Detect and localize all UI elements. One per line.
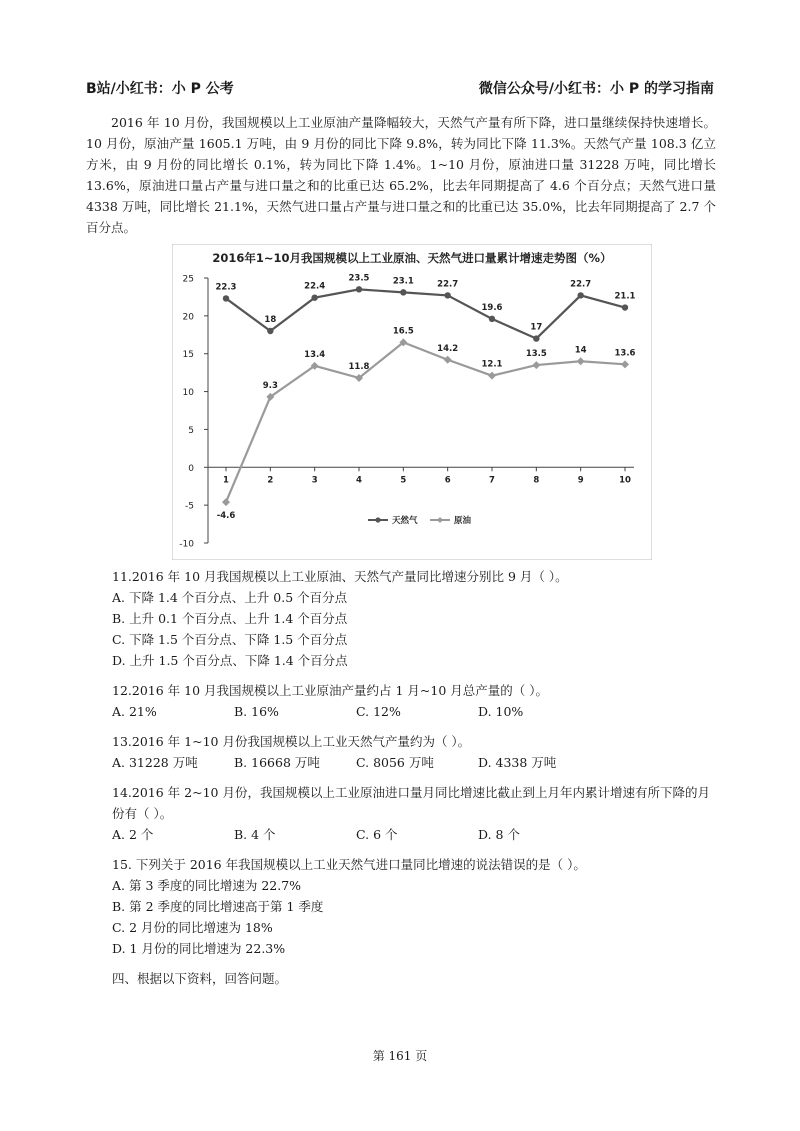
- x-tick-label: 6: [444, 475, 451, 486]
- question-15-option-c: C. 2 月份的同比增速为 18%: [112, 920, 273, 935]
- data-point: [533, 335, 539, 341]
- question-15-option-b: B. 第 2 季度的同比增速高于第 1 季度: [112, 899, 324, 914]
- data-point: [577, 292, 583, 298]
- data-point: [311, 294, 317, 300]
- data-label: 9.3: [262, 380, 278, 391]
- data-label: 12.1: [481, 359, 503, 370]
- question-14-option-d: D. 8 个: [478, 827, 520, 842]
- question-11: [112, 566, 722, 671]
- legend-label: 天然气: [392, 516, 418, 526]
- question-11-option-d: D. 上升 1.5 个百分点、下降 1.4 个百分点: [112, 653, 348, 668]
- data-label: -4.6: [216, 511, 236, 522]
- questions-block: [112, 566, 722, 1002]
- question-13: [112, 731, 722, 773]
- x-tick-label: 5: [400, 475, 407, 486]
- x-tick-label: 10: [619, 475, 631, 486]
- passage-text: 2016 年 10 月份，我国规模以上工业原油产量降幅较大，天然气产量有所下降，进口量继续保持快速增长。10 月份，原油产量 1605.1 万吨，由 9 月份的同比下降 9.8%，转为同比下降 11.3%。天然气产量 108.3 亿立方米，由 9 月份的同比增长 0.1%，转为同比下降 1.4%。1~10 月份，原油进口量 31228 万吨，同比增长 13.6%，原油进口量占产量与进口量之和的比重已达 65.2%，比去年同期提高了 4.6 个百分点；天然气进口量 4338 万吨，同比增长 21.1%，天然气进口量占产量与进口量之和的比重已达 35.0%，比去年同期提高了 2.7 个百分点。: [86, 115, 716, 235]
- data-label: 22.3: [215, 282, 237, 293]
- data-label: 18: [264, 315, 277, 325]
- question-13-option-d: D. 4338 万吨: [478, 755, 557, 770]
- data-label: 22.7: [437, 279, 459, 290]
- y-tick-label: 20: [182, 312, 194, 323]
- data-label: 16.5: [392, 326, 414, 337]
- chart-title: 2016年1~10月我国规模以上工业原油、天然气进口量累计增速走势图（%）: [212, 251, 612, 265]
- question-15-option-a: A. 第 3 季度的同比增速为 22.7%: [112, 878, 302, 893]
- y-tick-label: 10: [182, 388, 194, 399]
- question-11-option-c: C. 下降 1.5 个百分点、下降 1.5 个百分点: [112, 632, 348, 647]
- legend-marker: [375, 517, 380, 522]
- data-point: [267, 328, 273, 334]
- x-tick-label: 4: [356, 475, 362, 486]
- legend-label: 原油: [454, 516, 472, 526]
- y-tick-label: 5: [188, 425, 194, 436]
- line-chart: [172, 244, 652, 560]
- x-tick-label: 2: [267, 475, 274, 486]
- data-label: 23.1: [392, 276, 414, 287]
- data-label: 22.4: [304, 281, 326, 292]
- question-15: [112, 854, 722, 959]
- section-heading: 四、根据以下资料，回答问题。: [112, 971, 288, 986]
- question-12: [112, 680, 722, 722]
- question-11-option-a: A. 下降 1.4 个百分点、上升 0.5 个百分点: [112, 590, 348, 605]
- x-tick-label: 7: [489, 475, 495, 486]
- chart-svg: [172, 244, 652, 560]
- question-12-option-b: B. 16%: [234, 704, 279, 719]
- header-right: 微信公众号/小红书：小 P 的学习指南: [478, 81, 714, 97]
- x-tick-label: 3: [311, 475, 318, 486]
- question-12-option-a: A. 21%: [112, 704, 157, 719]
- question-13-stem: 13.2016 年 1~10 月份我国规模以上工业天然气产量约为（ ）。: [112, 734, 471, 749]
- chart-frame: [172, 244, 652, 560]
- question-11-option-b: B. 上升 0.1 个百分点、上升 1.4 个百分点: [112, 611, 348, 626]
- data-label: 11.8: [348, 361, 370, 372]
- question-15-stem: 15. 下列关于 2016 年我国规模以上工业天然气进口量同比增速的说法错误的是（ ）。: [112, 857, 586, 872]
- x-tick-label: 1: [223, 475, 229, 486]
- data-label: 21.1: [614, 291, 636, 302]
- question-13-option-c: C. 8056 万吨: [356, 755, 434, 770]
- y-tick-label: 25: [182, 274, 194, 285]
- question-14-stem: 14.2016 年 2~10 月份，我国规模以上工业原油进口量月同比增速比截止到上月年内累计增速有所下降的月份有（ ）。: [112, 785, 710, 821]
- data-label: 13.5: [525, 349, 547, 360]
- question-14: [112, 782, 722, 845]
- data-label: 19.6: [481, 302, 503, 313]
- data-label: 14.2: [437, 343, 459, 354]
- header-left: B站/小红书：小 P 公考: [86, 81, 234, 97]
- question-12-stem: 12.2016 年 10 月我国规模以上工业原油产量约占 1 月~10 月总产量的（ ）。: [112, 683, 548, 698]
- page-number: 第 161 页: [372, 1049, 428, 1063]
- y-tick-label: 0: [188, 463, 194, 474]
- y-tick-label: -5: [185, 501, 194, 512]
- y-tick-label: -10: [179, 539, 194, 550]
- data-point: [400, 289, 406, 295]
- question-14-option-b: B. 4 个: [234, 827, 276, 842]
- data-point: [489, 316, 495, 322]
- x-tick-label: 9: [577, 475, 584, 486]
- data-point: [223, 295, 229, 301]
- y-tick-label: 15: [182, 350, 194, 361]
- question-12-option-d: D. 10%: [478, 704, 524, 719]
- x-tick-label: 8: [533, 475, 540, 486]
- question-11-stem: 11.2016 年 10 月我国规模以上工业原油、天然气产量同比增速分别比 9 月（ ）。: [112, 569, 568, 584]
- question-13-option-a: A. 31228 万吨: [112, 755, 198, 770]
- question-14-option-c: C. 6 个: [356, 827, 398, 842]
- question-14-option-a: A. 2 个: [112, 827, 154, 842]
- question-15-option-d: D. 1 月份的同比增速为 22.3%: [112, 941, 286, 956]
- data-label: 14: [574, 345, 587, 356]
- question-13-option-b: B. 16668 万吨: [234, 755, 320, 770]
- data-point: [356, 286, 362, 292]
- page-header: [86, 78, 714, 98]
- data-point: [622, 304, 628, 310]
- data-label: 23.5: [348, 273, 370, 284]
- data-label: 17: [530, 322, 543, 333]
- data-label: 13.4: [304, 349, 326, 360]
- data-label: 22.7: [570, 279, 592, 290]
- question-12-option-c: C. 12%: [356, 704, 401, 719]
- data-point: [444, 292, 450, 298]
- data-label: 13.6: [614, 348, 636, 359]
